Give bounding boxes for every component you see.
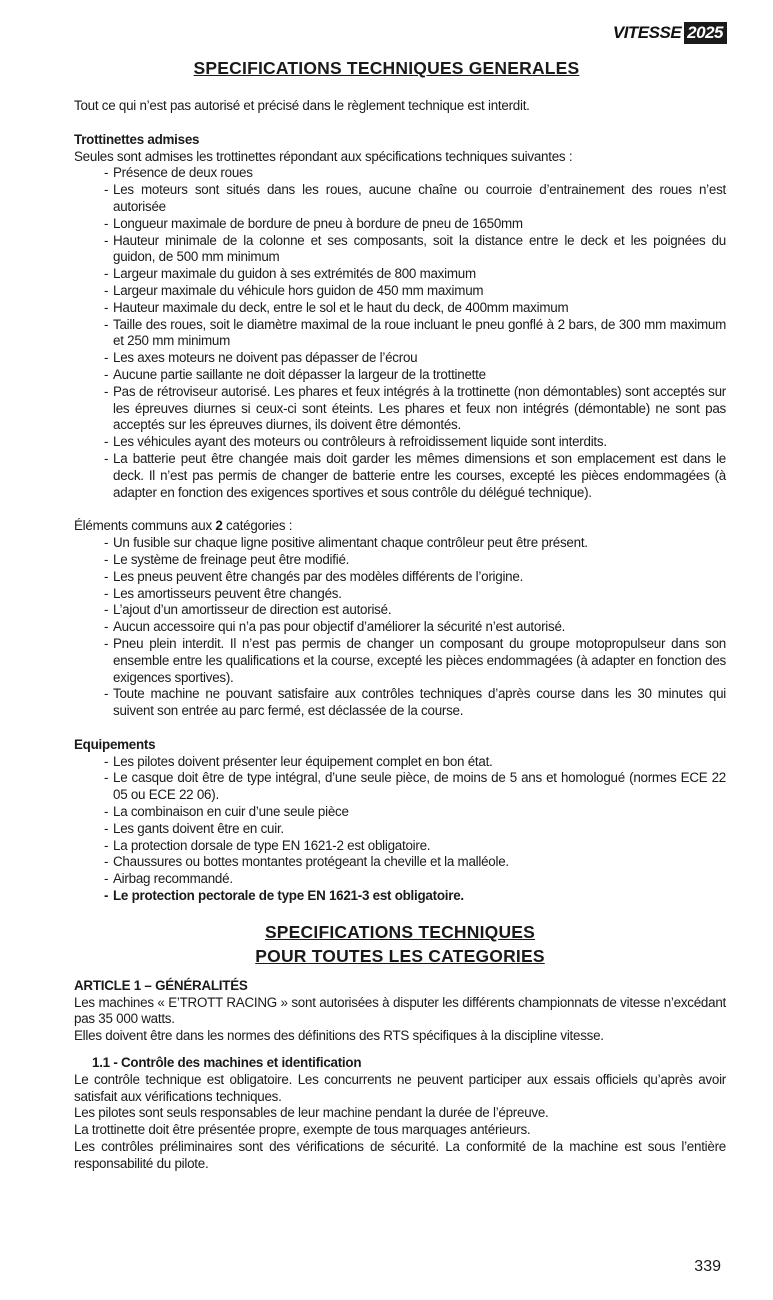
list-item: - Pas de rétroviseur autorisé. Les phares et feux intégrés à la trottinette (non démontables) sont acceptés sur les épreuves diurnes si ceux-ci sont éteints. Les phares et feux non intégrés (démontable) ne sont pas acceptés sur les épreuves diurnes, ils doivent être démontés.: [104, 384, 726, 434]
list-item: - Aucun accessoire qui n’a pas pour objectif d’améliorer la sécurité n’est autorisé.: [104, 619, 726, 636]
list-item: - Taille des roues, soit le diamètre maximal de la roue incluant le pneu gonflé à 2 bars, de 300 mm maximum et 250 mm minimum: [104, 317, 726, 351]
section-title-2: [74, 920, 726, 968]
header-brand: VITESSE: [612, 23, 682, 42]
list-item: - Aucune partie saillante ne doit dépasser la largeur de la trottinette: [104, 367, 726, 384]
list-item: - Les véhicules ayant des moteurs ou contrôleurs à refroidissement liquide sont interdits.: [104, 434, 726, 451]
list-item: - Le système de freinage peut être modifié.: [104, 552, 726, 569]
list-item: - Hauteur maximale du deck, entre le sol et le haut du deck, de 400mm maximum: [104, 300, 726, 317]
list-item: - Airbag recommandé.: [104, 871, 726, 888]
list-item: - Les axes moteurs ne doivent pas dépasser de l’écrou: [104, 350, 726, 367]
list-item: - Chaussures ou bottes montantes protégeant la cheville et la malléole.: [104, 854, 726, 871]
list-item: - Pneu plein interdit. Il n’est pas permis de changer un composant du groupe motopropulseur dans son ensemble entre les qualifications et la course, excepté les pièces endommagées (à adapter en fonction des exigences sportives).: [104, 636, 726, 686]
list-item: - Les pilotes doivent présenter leur équipement complet en bon état.: [104, 754, 726, 771]
section-title-2-line2: POUR TOUTES LES CATEGORIES: [255, 945, 545, 966]
subsection-paragraph: Le contrôle technique est obligatoire. Les concurrents ne peuvent participer aux essais officiels qu’après avoir satisfait aux vérifications techniques.: [74, 1071, 726, 1104]
list-item: - Présence de deux roues: [104, 165, 726, 182]
list-item: - Longueur maximale de bordure de pneu à bordure de pneu de 1650mm: [104, 216, 726, 233]
list-item: - Hauteur minimale de la colonne et ses composants, soit la distance entre le deck et les poignées du guidon, de 500 mm minimum: [104, 233, 726, 267]
list-item: - La batterie peut être changée mais doit garder les mêmes dimensions et son emplacement est dans le deck. Il n’est pas permis de changer de batterie entre les courses, excepté les pièces endommagées (à adapter en fonction des exigences sportives et sous contrôle du délégué technique).: [104, 451, 726, 501]
list-item: - Un fusible sur chaque ligne positive alimentant chaque contrôleur peut être présent.: [104, 535, 726, 552]
list-item-bold: - Le protection pectorale de type EN 1621-3 est obligatoire.: [104, 888, 726, 905]
page-number: 339: [694, 1258, 721, 1275]
subsection-paragraph: Les pilotes sont seuls responsables de leur machine pendant la durée de l’épreuve.: [74, 1105, 549, 1121]
section-title-2-line1: SPECIFICATIONS TECHNIQUES: [264, 921, 536, 942]
trottinettes-list: [74, 165, 726, 501]
list-item: - La combinaison en cuir d’une seule pièce: [104, 804, 726, 821]
page-title: SPECIFICATIONS TECHNIQUES GENERALES: [193, 58, 580, 78]
article-1-paragraph: Les machines « E’TROTT RACING » sont autorisées à disputer les différents championnats de vitesse n’excédant pas 35 000 watts.: [74, 994, 726, 1027]
list-item: - Le casque doit être de type intégral, d’une seule pièce, de moins de 5 ans et homologué (normes ECE 22 05 ou ECE 22 06).: [104, 770, 726, 804]
list-item: - Les gants doivent être en cuir.: [104, 821, 726, 838]
list-item: - La protection dorsale de type EN 1621-2 est obligatoire.: [104, 838, 726, 855]
categories-count: 2: [215, 518, 223, 534]
list-item: - Toute machine ne pouvant satisfaire aux contrôles techniques d’après course dans les 30 minutes qui suivent son entrée au parc fermé, est déclassée de la course.: [104, 686, 726, 720]
article-1-heading: ARTICLE 1 – GÉNÉRALITÉS: [74, 977, 248, 993]
list-item: - Largeur maximale du véhicule hors guidon de 450 mm maximum: [104, 283, 726, 300]
list-item: - L’ajout d’un amortisseur de direction est autorisé.: [104, 602, 726, 619]
list-item: - Les pneus peuvent être changés par des modèles différents de l’origine.: [104, 569, 726, 586]
subsection-paragraph: Les contrôles préliminaires sont des vérifications de sécurité. La conformité de la machine est sous l’entière responsabilité du pilote.: [74, 1139, 726, 1171]
intro-paragraph: Tout ce qui n’est pas autorisé et précisé dans le règlement technique est interdit.: [74, 98, 530, 113]
list-item: - Largeur maximale du guidon à ses extrémités de 800 maximum: [104, 266, 726, 283]
subsection-1-1-heading: 1.1 - Contrôle des machines et identification: [92, 1055, 362, 1071]
list-item: - Les amortisseurs peuvent être changés.: [104, 586, 726, 603]
trottinettes-lead: Seules sont admises les trottinettes répondant aux spécifications techniques suivantes :: [74, 148, 573, 164]
article-1-paragraph: Elles doivent être dans les normes des définitions des RTS spécifiques à la discipline vitesse.: [74, 1028, 604, 1044]
trottinettes-heading: Trottinettes admises: [74, 131, 200, 147]
running-header: [613, 22, 727, 44]
header-year-badge: 2025: [684, 22, 727, 44]
communs-list: [74, 535, 726, 720]
document-body: [74, 98, 726, 1173]
subsection-paragraph: La trottinette doit être présentée propre, exempte de tous marquages antérieurs.: [74, 1122, 531, 1138]
equipements-list: [74, 754, 726, 905]
communs-lead: Éléments communs aux 2 catégories :: [74, 518, 293, 534]
list-item: - Les moteurs sont situés dans les roues, aucune chaîne ou courroie d’entrainement des roues n’est autorisée: [104, 182, 726, 216]
equipements-heading: Equipements: [74, 736, 156, 752]
